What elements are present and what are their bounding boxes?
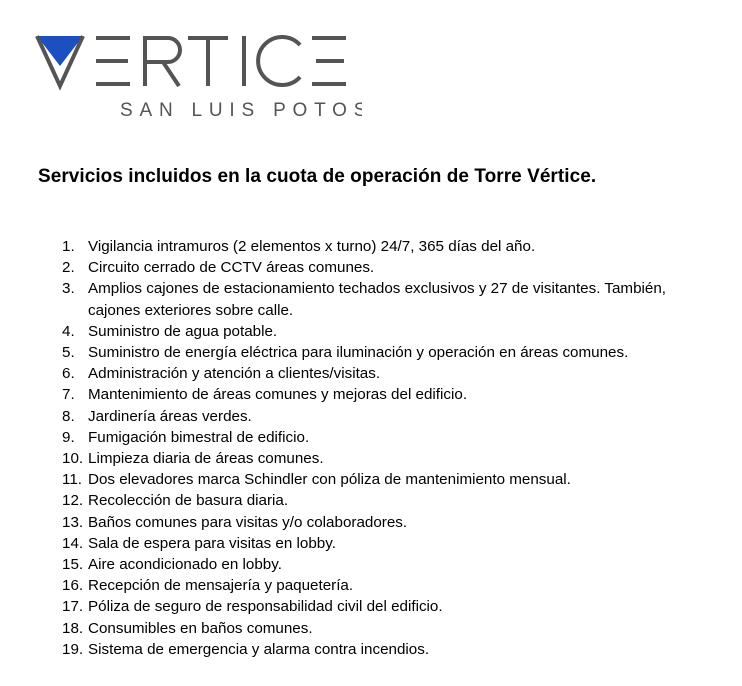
list-item-number: 11.	[62, 471, 82, 489]
list-item	[62, 278, 708, 320]
list-item-text: Vigilancia intramuros (2 elementos x turno) 24/7, 365 días del año.	[88, 238, 536, 255]
list-item-text: Baños comunes para visitas y/o colaboradores.	[88, 513, 408, 531]
list-item	[62, 639, 708, 660]
list-item-number: 7.	[62, 386, 75, 404]
vertice-logo	[32, 30, 362, 130]
list-item-number: 3.	[62, 280, 75, 298]
list-item	[62, 342, 708, 363]
list-item-text: Recepción de mensajería y paquetería.	[88, 577, 354, 595]
list-item-text: Jardinería áreas verdes.	[88, 407, 252, 425]
list-item-number: 2.	[62, 259, 75, 277]
list-item-text: Sala de espera para visitas en lobby.	[88, 534, 336, 552]
list-item	[62, 575, 708, 596]
logo-letter-r	[145, 36, 180, 86]
list-item	[62, 257, 708, 278]
logo-letter-e-2	[312, 38, 346, 84]
list-item	[62, 554, 708, 575]
list-item-number: 18.	[62, 619, 84, 637]
list-item	[62, 618, 708, 639]
list-item-number: 17.	[62, 598, 84, 616]
list-item-text: Aire acondicionado en lobby.	[88, 556, 282, 574]
list-item	[62, 512, 708, 533]
list-item	[62, 406, 708, 427]
list-item	[62, 533, 708, 554]
logo-letter-c	[258, 37, 300, 85]
list-item-text: Dos elevadores marca Schindler con póliza de mantenimiento mensual.	[88, 471, 571, 489]
list-item-text: Póliza de seguro de responsabilidad civil del edificio.	[88, 598, 443, 616]
list-item	[62, 469, 708, 490]
list-item	[62, 596, 708, 617]
page-title: Servicios incluidos en la cuota de operación de Torre Vértice.	[38, 166, 597, 187]
list-item	[62, 448, 708, 469]
list-item-number: 6.	[62, 365, 75, 383]
list-item-number: 19.	[62, 640, 84, 658]
list-item-number: 13.	[62, 513, 84, 531]
list-item-number: 10.	[62, 450, 84, 468]
list-item-number: 15.	[62, 556, 84, 574]
list-item-text: Mantenimiento de áreas comunes y mejoras del edificio.	[88, 386, 468, 404]
list-item-number: 4.	[62, 322, 75, 340]
list-item-text: Circuito cerrado de CCTV áreas comunes.	[88, 259, 375, 277]
list-item-text: Recolección de basura diaria.	[88, 492, 289, 510]
logo-location: SAN LUIS POTOSÍ	[120, 100, 362, 121]
list-item-text: Fumigación bimestral de edificio.	[88, 428, 310, 446]
list-item-text: Sistema de emergencia y alarma contra incendios.	[88, 640, 430, 658]
list-item	[62, 236, 708, 257]
list-item	[62, 363, 708, 384]
list-item-text: Limpieza diaria de áreas comunes.	[88, 450, 324, 468]
logo-letter-t	[188, 38, 228, 86]
services-list	[62, 236, 708, 660]
list-item	[62, 321, 708, 342]
list-item	[62, 427, 708, 448]
list-item-text: Amplios cajones de estacionamiento techados exclusivos y 27 de visitantes. También, cajones exteriores sobre calle.	[88, 280, 667, 319]
list-item-text: Suministro de agua potable.	[88, 322, 278, 340]
list-item-number: 1.	[62, 238, 75, 255]
list-item-text: Suministro de energía eléctrica para iluminación y operación en áreas comunes.	[88, 344, 629, 362]
list-item-number: 14.	[62, 534, 84, 552]
list-item-number: 16.	[62, 577, 84, 595]
list-item	[62, 490, 708, 511]
list-item-number: 5.	[62, 344, 75, 362]
list-item-number: 8.	[62, 407, 75, 425]
logo-letter-e	[96, 38, 130, 84]
list-item-number: 12.	[62, 492, 84, 510]
list-item-number: 9.	[62, 428, 75, 446]
list-item-text: Administración y atención a clientes/visitas.	[88, 365, 381, 383]
list-item-text: Consumibles en baños comunes.	[88, 619, 313, 637]
list-item	[62, 384, 708, 405]
